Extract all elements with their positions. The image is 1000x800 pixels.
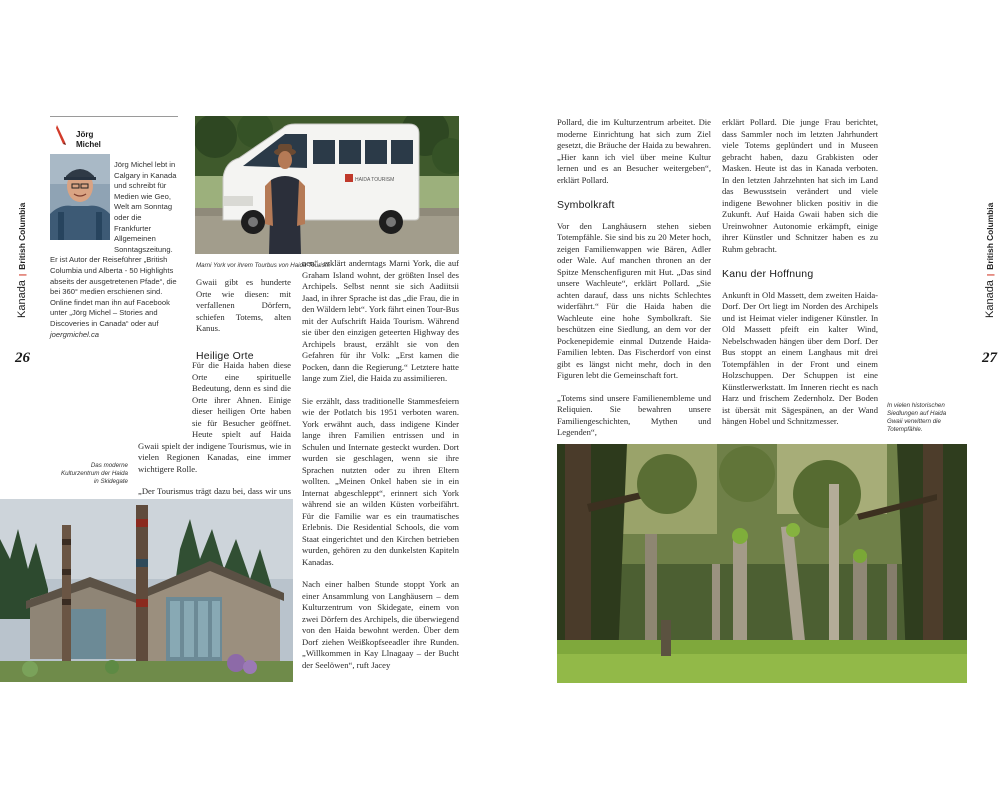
paragraph: „Der Tourismus trägt dazu bei, dass wir uns: [138, 486, 291, 496]
forest-totems-photo: [557, 444, 967, 683]
author-box-rule: [50, 116, 178, 117]
center-photo-caption: Das moderne Kulturzentrum der Haida in Skidegate: [60, 462, 128, 485]
paragraph: Sie erzählt, dass traditionelle Stammesfeiern wie der Potlatch bis 1951 verboten waren. York erwähnt auch, dass indigene Kinder lange ihren Familien entrissen und in Schulen und Internate gesteckt wurden. Dort wurden sie geschlagen, wenn sie ihre Sprachen nutzten oder zu ihren Eltern wollten. „Meinen Onkel haben sie in ein Internat abgeschleppt“, erinnert sich York während sie an wilden Küsten vorbeifährt. Für die Familie war es ein traumatisches Erlebnis. Die Residential Schools, die vom Staat eingerichtet und den Kirchen betrieben wurden, gehören zu den dunkelsten Kapiteln Kanadas.: [302, 395, 459, 567]
text-column-a: [196, 277, 291, 370]
paragraph: Ankunft in Old Massett, dem zweiten Haida-Dorf. Der Ort liegt im Norden des Archipels und ist Heimat vieler indigener Künstler. In Old Massett pfeift ein kalter Wind, Nebelschwaden hängen über dem Dorf. Der Bus stoppt an einem Langhaus mit drei Totempfählen in der Front und einem Holzschuppen. Der Schuppen ist eine Künstlerwerkstatt. Im Inneren riecht es nach Harz und frischem Zedernholz. Der Boden ist übersät mit Sägespänen, an der Wand hängen Hobel und Schnitzmesser.: [722, 289, 878, 426]
bus-photo-caption: Marni York vor ihrem Tourbus von Haida Tourism: [196, 262, 330, 269]
text-column-b: [302, 258, 459, 671]
running-head-separator: |: [17, 273, 27, 277]
text-column-c: [557, 117, 711, 439]
running-head-region: British Columbia: [985, 202, 995, 270]
running-head-country: Kanada: [16, 280, 28, 318]
pen-icon: [54, 124, 68, 146]
author-bio: [50, 160, 178, 340]
running-head-separator: |: [985, 273, 995, 277]
paragraph: Nach einer halben Stunde stoppt York an einer Ansammlung von Langhäusern – dem Kulturzentrum von Skidegate, einem von zwei Dörfern des Archipels, die überwiegend von den Haida bewohnt werden. Über dem Dorf ziehen Weißkopfseeadler ihre Runden. „Willkommen in Kay Llnagaay – der Bucht der Seelöwen“, ruft Jacey: [302, 579, 459, 670]
page-number-right: 27: [982, 350, 997, 366]
paragraph: Pollard, die im Kulturzentrum arbeitet. Die moderne Einrichtung hat sich zum Ziel gesetzt, die Bräuche der Haida zu bewahren. „Hier kann ich viel über meine Kultur lernen und es an Besucher weitergeben“, erklärt Pollard.: [557, 117, 711, 185]
heading-kanu-der-hoffnung: Kanu der Hoffnung: [722, 268, 814, 280]
page-number-left: 26: [15, 350, 30, 366]
paragraph: Für die Haida haben diese Orte eine spirituelle Bedeutung, denn es sind die Orte ihrer Ahnen. Einige dieser heiligen Orte haben sie für Besucher geöffnet. Heute spielt auf Haida Gwaii spielt der indigene Tourismus, wie in vielen Regionen Kanadas, eine immer wichtigere Rolle.: [138, 360, 291, 474]
paragraph: Gwaii gibt es hunderte Orte wie diesen: mit verfallenen Dörfern, schiefen Totems, alten Kanus.: [196, 277, 291, 333]
right-page: [500, 0, 1000, 800]
author-last-name: Michel: [76, 140, 101, 149]
running-head-right: [984, 203, 996, 318]
paragraph: „Totems sind unsere Familienembleme und Reliquien. Sie bewahren unsere Familiengeschichten, Mythen und Legenden“,: [557, 392, 711, 437]
paragraph: erklärt Pollard. Die junge Frau berichtet, dass Sammler noch im letzten Jahrhundert viele Totems geplündert und in Museen gebracht haben, dazu Grabkisten oder Masken. Heute ist das in Kanada verboten. In den letzten Jahrzehnten hat sich im Land das Bewusstsein verändert und viele indigene Bewohner blicken positiv in die Zukunft. Auf Haida Gwaii haben sich die Ureinwohner Autonomie erkämpft, einige ihrer Künstler und Schnitzer haben es zu Ruhm gebracht.: [722, 117, 878, 254]
author-box: [50, 116, 178, 366]
bus-label: HAIDA TOURISM: [355, 177, 395, 183]
paragraph: nen“, erklärt anderntags Marni York, die auf Graham Island wohnt, der größten Insel des Archipels. Selbst nennt sie sich Aadiitsii Jaad, in ihrer Sprache ist das „die Frau, die in den Wäldern lebt“. York fährt einen Tour-Bus mit der Aufschrift Haida Tourism. Während sie über den einzigen geteerten Highway des Archipels braust, erzählt sie von den Gefahren für ihr Volk: „Erst kamen die Pocken, dann die Regierung.“ Letztere hatte lange zum Ziel, die Haida zu assimilieren.: [302, 258, 459, 383]
text-column-a2: [138, 360, 291, 509]
author-website-link[interactable]: joergmichel.ca: [50, 329, 99, 339]
running-head-region: British Columbia: [17, 202, 27, 270]
paragraph: Vor den Langhäusern stehen sieben Totempfähle. Sie sind bis zu 20 Meter hoch, zeigen Familienwappen wie Bären, Adler oder Wale. Auf manchen thronen an der Spitze Menschenfiguren mit Hut. „Das sind unsere Wachleute“, erklärt Pollard. „Sie achten darauf, dass uns nichts Schlechtes widerfährt.“ Für die Haida haben die Wachleute eine hohe Symbolkraft. Sie beschützen eine Siedlung, an dem vor der Pockenepidemie einmal Dutzende Haida-Familien lebten. Das Fischerdorf von einst gibt es längst nicht mehr, doch in den Figuren lebt die Gemeinschaft fort.: [557, 220, 711, 380]
heading-symbolkraft: Symbolkraft: [557, 199, 615, 211]
heading-heilige-orte: Heilige Orte: [196, 349, 254, 362]
author-bio-text: Jörg Michel lebt in Calgary in Kanada und schreibt für Medien wie Geo, Welt am Sonntag oder die Frankfurter Allgemeinen Sonntagszeitung. Er ist Autor der Reiseführer „British Columbia und Alberta - 50 Highlights abseits der ausgetretenen Pfade“, die bei 360° medien erschienen sind. Online findet man ihn auf Facebook unter „Jörg Michel – Stories and Discoveries in Canada“ oder auf: [50, 160, 177, 328]
text-column-d: [722, 117, 878, 428]
cultural-centre-photo: [0, 499, 293, 682]
running-head-left: [16, 203, 28, 318]
tour-bus-photo: [195, 116, 459, 254]
author-first-name: Jörg: [76, 130, 94, 139]
running-head-country: Kanada: [984, 280, 996, 318]
forest-photo-caption: In vielen historischen Siedlungen auf Haida Gwaii verwittern die Totempfähle.: [887, 402, 947, 433]
